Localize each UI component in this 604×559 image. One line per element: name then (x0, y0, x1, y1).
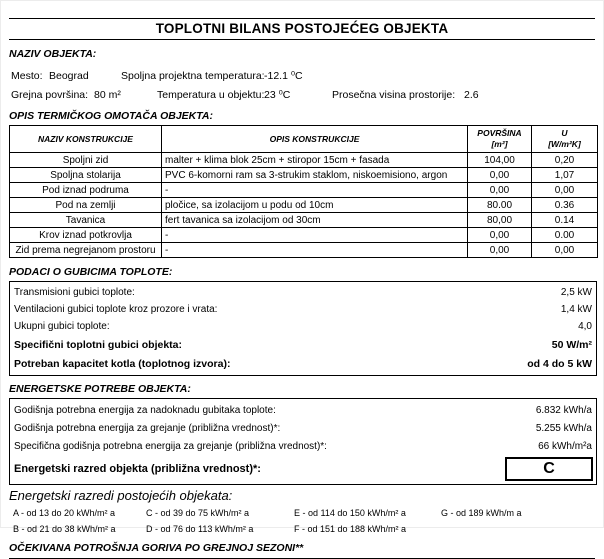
cell-u: 0.14 (532, 213, 598, 228)
info-row-1 (1, 67, 603, 86)
row-value: od 4 do 5 kW (527, 357, 592, 370)
table-header-row (10, 126, 598, 153)
cell-u: 0.36 (532, 198, 598, 213)
visina-label: Prosečna visina prostorije: (332, 89, 456, 101)
row-label: Transmisioni gubici toplote: (14, 287, 135, 298)
mesto-value: Beograd (49, 70, 89, 82)
cell-u: 0.00 (532, 228, 598, 243)
cell-u: 0,20 (532, 153, 598, 168)
value-row (10, 419, 596, 437)
temp-objekat-value: 23 ⁰C (264, 89, 291, 101)
cell-u: 0,00 (532, 243, 598, 258)
legend-column (441, 505, 522, 521)
cell-povrsina: 0,00 (468, 168, 532, 183)
table-row (10, 153, 598, 168)
cell-naziv: Pod iznad podruma (10, 183, 162, 198)
value-row (10, 301, 596, 318)
table-row (10, 213, 598, 228)
row-label: Specifična godišnja potrebna energija za grejanje (približna vrednost)*: (14, 440, 327, 452)
legend-column (146, 505, 253, 537)
cell-povrsina: 104,00 (468, 153, 532, 168)
table-row (10, 243, 598, 258)
cell-naziv: Pod na zemlji (10, 198, 162, 213)
cell-naziv: Tavanica (10, 213, 162, 228)
table-row (10, 183, 598, 198)
mesto-label: Mesto: (11, 70, 43, 82)
energy-class-badge: C (505, 457, 593, 481)
header-u-value: U [W/m²K] (532, 126, 598, 153)
row-value: 66 kWh/m²a (538, 440, 592, 452)
value-row (10, 318, 596, 335)
cell-opis: fert tavanica sa izolacijom od 30cm (162, 213, 468, 228)
grejna-povrsina-value: 80 m² (94, 89, 121, 101)
row-label: Ventilacioni gubici toplote kroz prozore i vrata: (14, 304, 218, 315)
title-band (9, 18, 595, 40)
section-label-gubici: PODACI O GUBICIMA TOPLOTE: (9, 266, 173, 278)
value-row (10, 401, 596, 419)
visina-value: 2.6 (464, 89, 479, 101)
row-value: 1,4 kW (560, 304, 592, 315)
section-label-ocekivana: OČEKIVANA POTROŠNJA GORIVA PO GREJNOJ SEZONI** (9, 542, 304, 554)
temp-objekat-label: Temperatura u objektu: (157, 89, 265, 101)
cell-opis: - (162, 243, 468, 258)
row-value: 50 W/m² (551, 338, 592, 351)
energy-class-legend (1, 505, 603, 537)
row-value: 4,0 (578, 321, 592, 332)
row-label: Godišnja potrebna energija za nadoknadu gubitaka toplote: (14, 404, 276, 416)
section-label-energetske: ENERGETSKE POTREBE OBJEKTA: (9, 383, 191, 395)
energy-needs-box (9, 398, 597, 485)
value-row (10, 437, 596, 455)
spoljna-temp-value: -12.1 ⁰C (264, 70, 303, 82)
row-label: Godišnja potrebna energija za grejanje (približna vrednost)*: (14, 422, 281, 434)
section-label-opis-omotaca: OPIS TERMIČKOG OMOTAČA OBJEKTA: (9, 110, 213, 122)
row-value: 2,5 kW (560, 287, 592, 298)
table-row (10, 228, 598, 243)
legend-item: G - od 189 kWh/m a (441, 508, 522, 518)
row-label: Potreban kapacitet kotla (toplotnog izvora): (14, 357, 231, 370)
cell-opis: pločice, sa izolacijom u podu od 10cm (162, 198, 468, 213)
row-value: 6.832 kWh/a (535, 404, 592, 416)
cell-naziv: Krov iznad potkrovlja (10, 228, 162, 243)
cell-opis: malter + klima blok 25cm + stiropor 15cm + fasada (162, 153, 468, 168)
cell-naziv: Spoljni zid (10, 153, 162, 168)
cell-opis: - (162, 183, 468, 198)
section-label-naziv-objekta: NAZIV OBJEKTA: (9, 48, 97, 60)
heat-loss-box (9, 281, 597, 376)
table-row (10, 198, 598, 213)
legend-column (13, 505, 116, 537)
legend-item: D - od 76 do 113 kWh/m² a (146, 524, 254, 534)
section-label-razredi: Energetski razredi postojećih objekata: (9, 488, 233, 503)
cell-povrsina: 0,00 (468, 228, 532, 243)
value-row (10, 335, 596, 354)
cell-u: 1,07 (532, 168, 598, 183)
legend-item: C - od 39 do 75 kWh/m² a (146, 508, 250, 518)
page-title: TOPLOTNI BILANS POSTOJEĆEG OBJEKTA (155, 21, 449, 36)
cell-naziv: Spoljna stolarija (10, 168, 162, 183)
construction-table (9, 125, 598, 258)
header-povrsina: POVRŠINA [m²] (468, 126, 532, 153)
cell-opis: PVC 6-komorni ram sa 3-strukim staklom, niskoemisiono, argon (162, 168, 468, 183)
row-label: Ukupni gubici toplote: (14, 321, 110, 332)
legend-item: F - od 151 do 188 kWh/m² a (294, 524, 407, 534)
energy-class-label: Energetski razred objekta (približna vrednost)*: (14, 462, 261, 475)
energy-class-row (10, 455, 596, 482)
cell-povrsina: 0,00 (468, 183, 532, 198)
header-naziv-konstrukcije: NAZIV KONSTRUKCIJE (10, 126, 162, 153)
value-row (10, 284, 596, 301)
grejna-povrsina-label: Grejna površina: (11, 89, 89, 101)
cell-opis: - (162, 228, 468, 243)
table-row (10, 168, 598, 183)
legend-item: B - od 21 do 38 kWh/m² a (13, 524, 116, 534)
row-label: Specifični toplotni gubici objekta: (14, 338, 183, 351)
cell-povrsina: 80.00 (468, 198, 532, 213)
legend-item: E - od 114 do 150 kWh/m² a (294, 508, 406, 518)
legend-item: A - od 13 do 20 kWh/m² a (13, 508, 116, 518)
cell-povrsina: 0,00 (468, 243, 532, 258)
cell-povrsina: 80,00 (468, 213, 532, 228)
value-row (10, 354, 596, 373)
cell-u: 0,00 (532, 183, 598, 198)
spoljna-temp-label: Spoljna projektna temperatura: (121, 70, 265, 82)
info-row-2 (1, 86, 603, 105)
header-opis-konstrukcije: OPIS KONSTRUKCIJE (162, 126, 468, 153)
row-value: 5.255 kWh/a (535, 422, 592, 434)
legend-column (294, 505, 406, 537)
cell-naziv: Zid prema negrejanom prostoru (10, 243, 162, 258)
